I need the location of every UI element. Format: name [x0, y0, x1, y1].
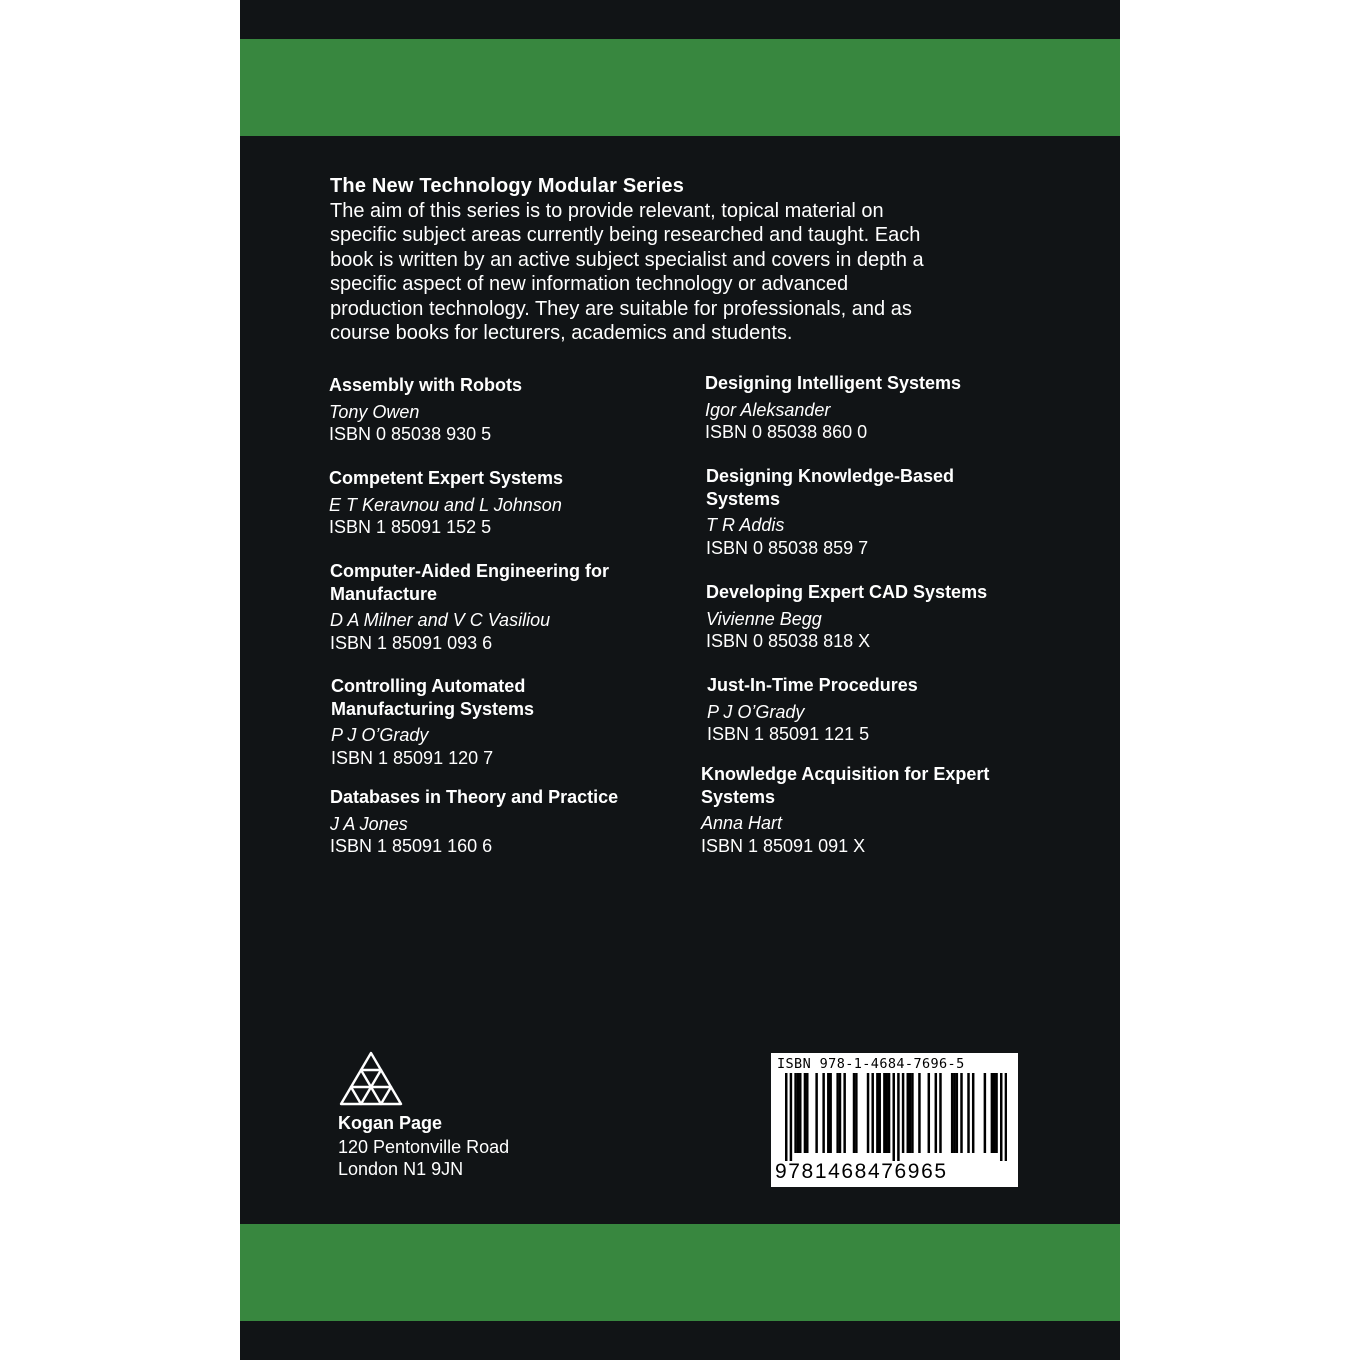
book-entry — [706, 581, 987, 653]
barcode-bar — [902, 1073, 904, 1153]
barcode-bars — [785, 1073, 1007, 1161]
barcode-bar — [867, 1073, 869, 1153]
book-title: Manufacture — [330, 583, 438, 604]
book-title: Computer-Aided Engineering for — [330, 561, 609, 581]
book-isbn: ISBN 0 85038 818 X — [706, 631, 871, 651]
book-title: Systems — [701, 786, 776, 807]
barcode-bar — [1000, 1073, 1002, 1161]
barcode-bar — [853, 1073, 855, 1153]
book-author: P J O’Grady — [331, 725, 429, 745]
barcode-bar — [972, 1073, 974, 1153]
barcode-bar — [797, 1073, 799, 1153]
description-line: book is written by an active subject specialist and covers in depth a — [330, 248, 924, 271]
description-line: specific subject areas currently being researched and taught. Each — [330, 224, 921, 247]
book-author: T R Addis — [706, 515, 785, 535]
barcode-bar — [909, 1073, 911, 1153]
triangle-logo-icon — [336, 1050, 406, 1110]
book-author: Igor Aleksander — [705, 399, 831, 420]
barcode-bar — [918, 1073, 920, 1153]
book-entry — [706, 465, 954, 559]
barcode-bar — [1005, 1073, 1007, 1161]
book-author: E T Keravnou and L Johnson — [329, 494, 562, 515]
barcode-bar — [953, 1073, 955, 1153]
book-isbn: ISBN 0 85038 930 5 — [329, 424, 492, 444]
book-entry — [329, 374, 522, 446]
barcode-bar — [951, 1073, 953, 1153]
book-author: Anna Hart — [701, 813, 783, 833]
barcode-bar — [836, 1073, 838, 1153]
barcode-bar — [855, 1073, 857, 1153]
top-green-band — [240, 39, 1120, 136]
barcode-bar — [995, 1073, 997, 1153]
barcode-bar — [935, 1073, 937, 1153]
publisher-address: 120 Pentonville Road — [338, 1137, 510, 1157]
book-title: Databases in Theory and Practice — [330, 787, 619, 807]
barcode-bar — [799, 1073, 801, 1153]
barcode-bar — [984, 1073, 986, 1153]
barcode-bar — [827, 1073, 829, 1153]
book-entry — [707, 674, 918, 746]
barcode-bar — [804, 1073, 806, 1153]
barcode-bar — [897, 1073, 899, 1161]
book-title: Competent Expert Systems — [329, 468, 564, 488]
barcode-bar — [956, 1073, 958, 1153]
book-author: D A Milner and V C Vasiliou — [330, 610, 551, 630]
description-line: production technology. They are suitable for professionals, and as — [330, 297, 912, 320]
description-line: The aim of this series is to provide relevant, topical material on — [330, 200, 884, 222]
book-isbn: ISBN 1 85091 152 5 — [329, 517, 492, 537]
barcode-bar — [822, 1073, 824, 1153]
book-back-cover — [240, 0, 1120, 1360]
barcode-bar — [928, 1073, 930, 1153]
barcode-bar — [843, 1073, 845, 1153]
description-line: specific aspect of new information technology or advanced — [330, 273, 849, 296]
barcode-bar — [829, 1073, 831, 1153]
barcode-bar — [993, 1073, 995, 1153]
barcode-bar — [888, 1073, 890, 1153]
barcode-bar — [876, 1073, 878, 1153]
book-author: J A Jones — [330, 813, 408, 834]
book-isbn: ISBN 1 85091 093 6 — [330, 632, 493, 653]
book-isbn: ISBN 1 85091 121 5 — [707, 724, 870, 744]
barcode-bar — [907, 1073, 909, 1153]
barcode-isbn-text: ISBN 978-1-4684-7696-5 — [777, 1056, 965, 1072]
barcode-bar — [991, 1073, 993, 1153]
book-title: Designing Intelligent Systems — [705, 373, 962, 393]
bottom-green-band — [240, 1224, 1120, 1321]
barcode-bar — [871, 1073, 873, 1153]
book-entry — [330, 560, 609, 654]
barcode-bar — [785, 1073, 787, 1161]
book-title: Assembly with Robots — [329, 375, 523, 395]
barcode-bar — [885, 1073, 887, 1153]
barcode-bar — [939, 1073, 941, 1153]
book-entry — [329, 467, 563, 539]
book-entry — [330, 786, 618, 858]
book-author: Tony Owen — [329, 401, 420, 422]
barcode-bar — [911, 1073, 913, 1153]
book-isbn: ISBN 1 85091 120 7 — [331, 747, 494, 768]
barcode-bar — [839, 1073, 841, 1153]
description-line: course books for lecturers, academics and students. — [330, 322, 793, 345]
book-entry — [701, 763, 989, 857]
isbn-barcode — [771, 1053, 1018, 1187]
book-entry — [705, 372, 961, 444]
book-title: Developing Expert CAD Systems — [706, 582, 988, 602]
publisher-name: Kogan Page — [338, 1113, 443, 1133]
book-isbn: ISBN 1 85091 160 6 — [330, 836, 493, 856]
series-description — [330, 199, 1050, 345]
barcode-bar — [806, 1073, 808, 1153]
barcode-bar — [815, 1073, 817, 1153]
book-isbn: ISBN 0 85038 859 7 — [706, 537, 869, 558]
barcode-bar — [892, 1073, 894, 1161]
barcode-bar — [790, 1073, 792, 1161]
book-isbn: ISBN 0 85038 860 0 — [705, 422, 868, 442]
barcode-bar — [883, 1073, 885, 1153]
book-title: Systems — [706, 488, 781, 509]
book-author: P J O’Grady — [707, 701, 805, 722]
book-title: Just-In-Time Procedures — [707, 675, 918, 695]
publisher-address: London N1 9JN — [338, 1159, 464, 1179]
series-title: The New Technology Modular Series — [330, 175, 685, 197]
book-title: Designing Knowledge-Based — [706, 466, 955, 486]
barcode-bar — [878, 1073, 880, 1153]
book-author: Vivienne Begg — [706, 608, 822, 629]
book-title: Manufacturing Systems — [331, 698, 535, 719]
barcode-bar — [967, 1073, 969, 1153]
barcode-ean-digits: 9781468476965 — [775, 1160, 948, 1183]
barcode-bar — [960, 1073, 962, 1153]
barcode-bar — [794, 1073, 796, 1153]
book-entry — [331, 675, 534, 769]
book-isbn: ISBN 1 85091 091 X — [701, 835, 866, 856]
book-title: Knowledge Acquisition for Expert — [701, 764, 990, 784]
book-title: Controlling Automated — [331, 676, 526, 696]
